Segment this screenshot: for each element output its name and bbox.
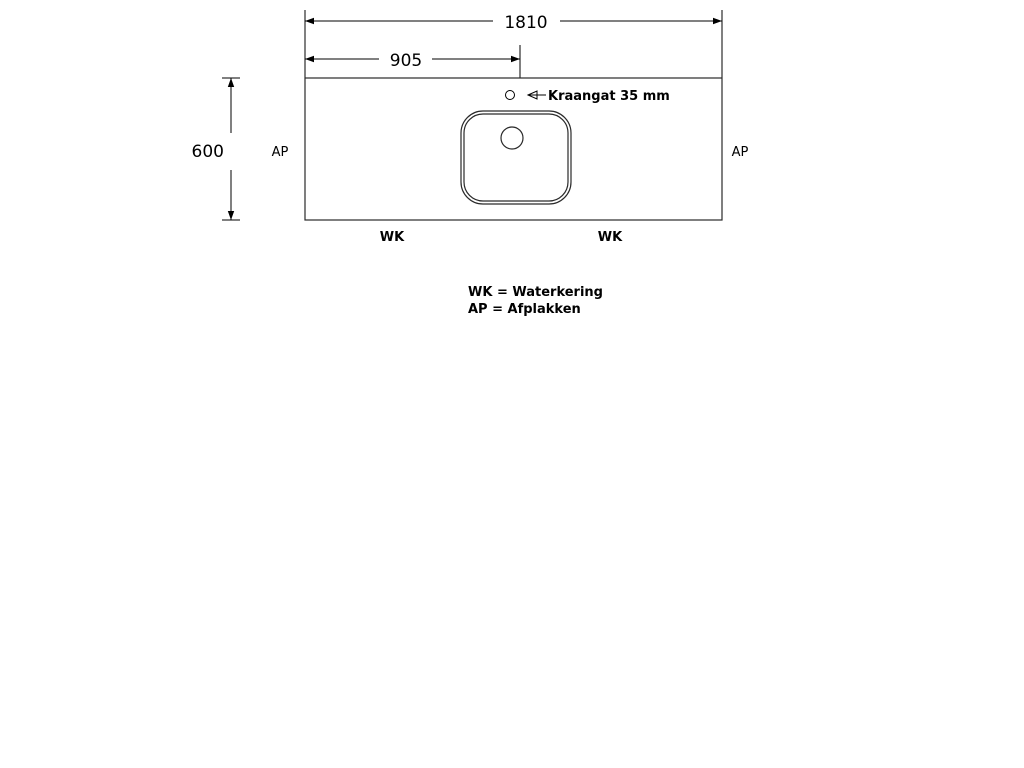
arrow-left-offset — [305, 56, 314, 62]
edge-label-ap-right: AP — [731, 145, 749, 160]
dimension-label-depth: 600 — [191, 142, 224, 162]
dimension-overall-width — [305, 10, 722, 78]
arrow-right-overall — [713, 18, 722, 24]
legend-line-ap: AP = Afplakken — [468, 302, 581, 317]
arrow-bottom-depth — [228, 211, 234, 220]
arrow-top-depth — [228, 78, 234, 87]
arrow-left-overall — [305, 18, 314, 24]
tap-hole-label: Kraangat 35 mm — [548, 89, 670, 104]
legend-line-wk: WK = Waterkering — [468, 285, 603, 300]
dimension-label-overall-width: 1810 — [504, 13, 548, 33]
edge-label-wk-right: WK — [597, 230, 623, 245]
legend — [468, 285, 603, 317]
dimension-depth — [192, 78, 240, 220]
arrow-right-offset — [511, 56, 520, 62]
edge-label-ap-left: AP — [271, 145, 289, 160]
dimension-label-basin-offset: 905 — [389, 51, 423, 71]
dimension-basin-offset — [305, 45, 520, 78]
edge-label-wk-left: WK — [379, 230, 405, 245]
